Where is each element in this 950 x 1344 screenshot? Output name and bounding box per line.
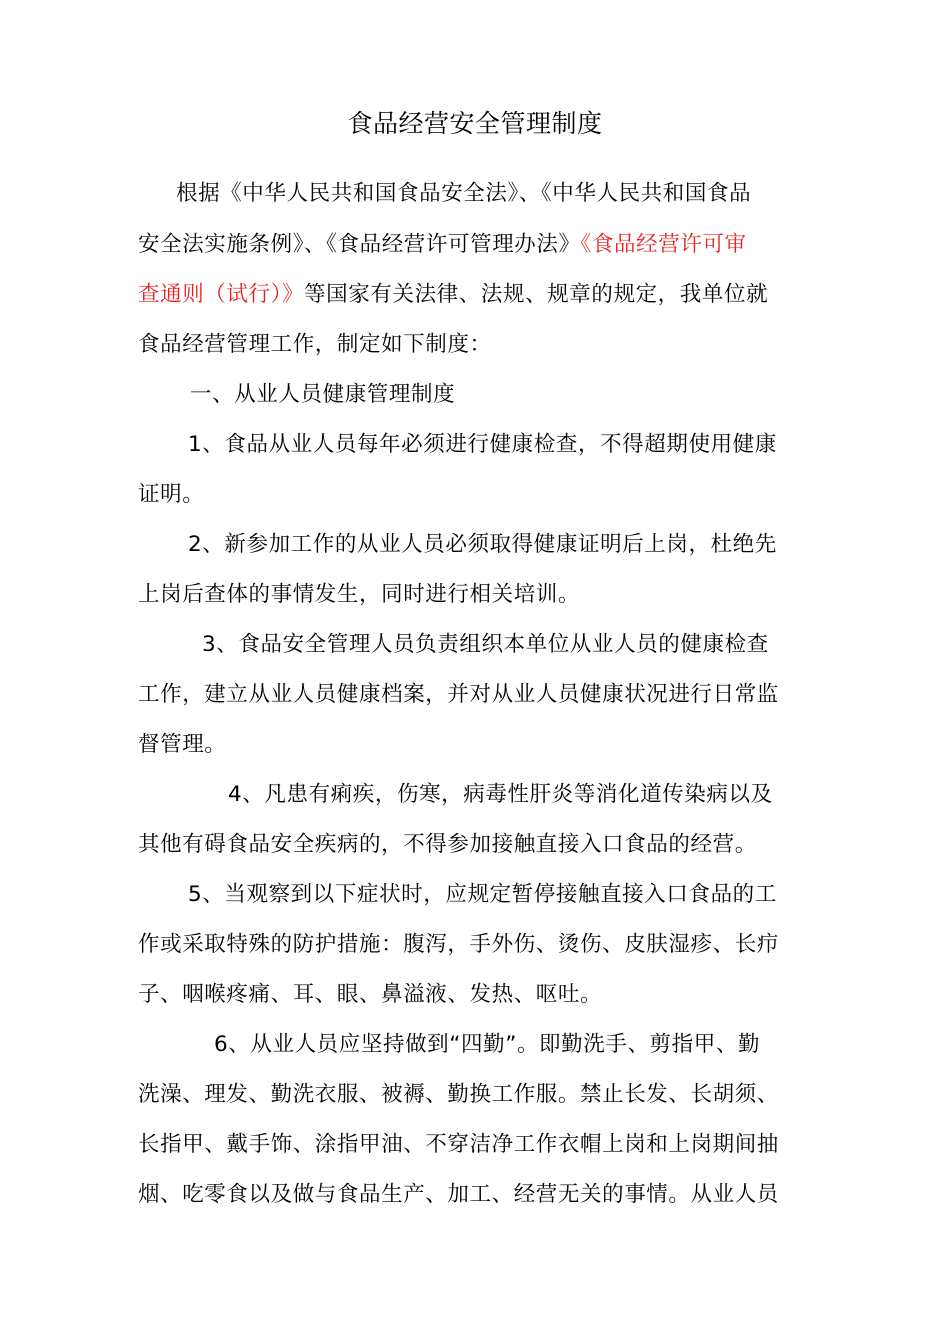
item-2-line-1: 2、新参加工作的从业人员必须取得健康证明后上岗，杜绝先 (188, 532, 777, 557)
item-3-line-2: 工作，建立从业人员健康档案，并对从业人员健康状况进行日常监 (138, 682, 779, 707)
item-2-line-2: 上岗后查体的事情发生，同时进行相关培训。 (138, 582, 581, 607)
intro-line-3 (138, 280, 828, 310)
item-6-line-1: 6、从业人员应坚持做到“四勤”。即勤洗手、剪指甲、勤 (214, 1032, 761, 1057)
intro-line-1: 根据《中华人民共和国食品安全法》、《中华人民共和国食品 (176, 181, 752, 206)
intro-line-3-text: 等国家有关法律、法规、规章的规定，我单位就 (304, 282, 769, 307)
intro-line-2-text: 安全法实施条例》、《食品经营许可管理办法》 (138, 232, 581, 257)
item-1-line-1: 1、食品从业人员每年必须进行健康检查，不得超期使用健康 (188, 432, 777, 457)
intro-line-4: 食品经营管理工作，制定如下制度： (138, 332, 492, 357)
intro-line-2 (138, 230, 828, 260)
section-heading: 一、从业人员健康管理制度 (190, 382, 456, 407)
item-5-line-1: 5、当观察到以下症状时，应规定暂停接触直接入口食品的工 (188, 882, 777, 907)
item-3-line-1: 3、食品安全管理人员负责组织本单位从业人员的健康检查 (202, 632, 769, 657)
item-5-line-2: 作或采取特殊的防护措施：腹泻，手外伤、烫伤、皮肤湿疹、长疖 (138, 932, 779, 957)
item-6-line-3: 长指甲、戴手饰、涂指甲油、不穿洁净工作衣帽上岗和上岗期间抽 (138, 1132, 779, 1157)
document-title: 食品经营安全管理制度 (347, 109, 603, 138)
item-6-line-2: 洗澡、理发、勤洗衣服、被褥、勤换工作服。禁止长发、长胡须、 (138, 1082, 779, 1107)
item-1-line-2: 证明。 (138, 482, 205, 507)
item-5-line-3: 子、咽喉疼痛、耳、眼、鼻溢液、发热、呕吐。 (138, 982, 603, 1007)
item-4-line-1: 4、凡患有痢疾，伤寒，病毒性肝炎等消化道传染病以及 (228, 782, 773, 807)
item-4-line-2: 其他有碍食品安全疾病的，不得参加接触直接入口食品的经营。 (138, 832, 757, 857)
item-3-line-3: 督管理。 (138, 732, 227, 757)
item-6-line-4: 烟、吃零食以及做与食品生产、加工、经营无关的事情。从业人员 (138, 1182, 779, 1207)
intro-line-3-highlight: 查通则（试行）》 (138, 282, 305, 307)
intro-line-2-highlight: 《食品经营许可审 (580, 232, 747, 257)
